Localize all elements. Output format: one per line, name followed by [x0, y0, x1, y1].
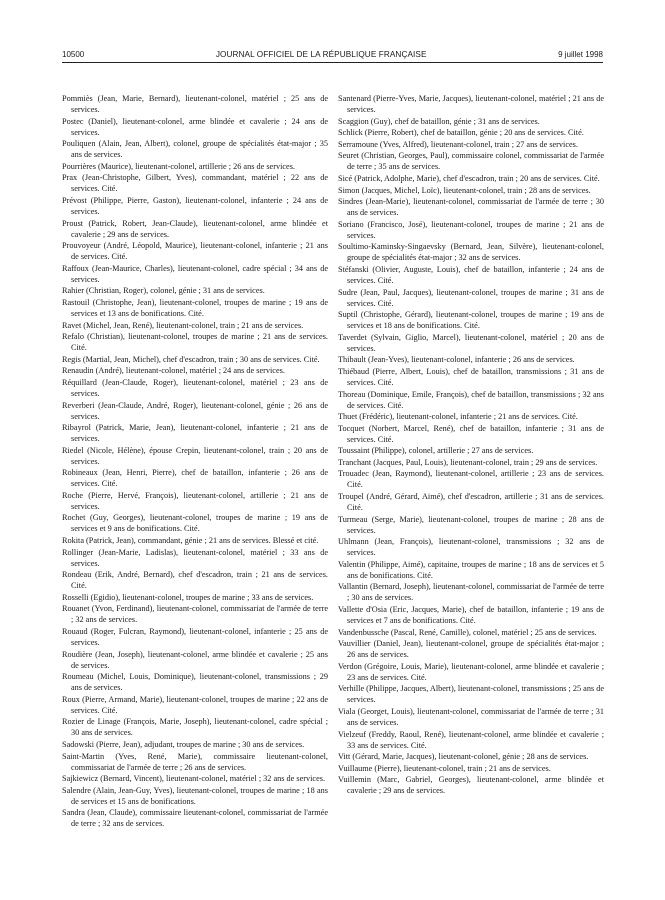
list-entry: Vallantin (Bernard, Joseph), lieutenant-colonel, commissariat de l'armée de terre ; 30 ans de services. [338, 582, 604, 603]
list-entry: Thiébaud (Pierre, Albert, Louis), chef de bataillon, transmissions ; 31 ans de services. Cité. [338, 366, 604, 387]
list-entry: Turmeau (Serge, Marie), lieutenant-colonel, troupes de marine ; 28 ans de services. [338, 514, 604, 535]
list-entry: Roche (Pierre, Hervé, François), lieutenant-colonel, artillerie ; 21 ans de services. [62, 490, 328, 511]
list-entry: Reverberi (Jean-Claude, André, Roger), lieutenant-colonel, génie ; 26 ans de services. [62, 400, 328, 421]
list-entry: Sicé (Patrick, Adolphe, Marie), chef d'escadron, train ; 20 ans de services. Cité. [338, 173, 600, 183]
left-column [62, 93, 328, 893]
list-entry: Scaggion (Guy), chef de bataillon, génie ; 31 ans de services. [338, 116, 540, 126]
publication-date: 9 juillet 1998 [558, 49, 603, 59]
list-entry: Riedel (Nicole, Hélène), épouse Crepin, lieutenant-colonel, train ; 20 ans de services. [62, 445, 328, 466]
list-entry: Santenard (Pierre-Yves, Marie, Jacques), lieutenant-colonel, matériel ; 21 ans de services. [338, 94, 604, 114]
list-entry: Sadowski (Pierre, Jean), adjudant, troupes de marine ; 30 ans de services. [62, 740, 305, 749]
list-entry: Troupel (André, Gérard, Aimé), chef d'escadron, artillerie ; 31 ans de services. Cité. [338, 492, 604, 513]
list-entry: Proust (Patrick, Robert, Jean-Claude), lieutenant-colonel, arme blindée et cavalerie ; 29 ans de services. [62, 218, 328, 239]
list-entry: Rahier (Christian, Roger), colonel, génie ; 31 ans de services. [62, 286, 265, 296]
list-entry: Seuret (Christian, Georges, Paul), commissaire colonel, commissariat de l'armée de terre ; 35 ans de services. [338, 151, 604, 172]
text-columns [62, 93, 604, 893]
list-entry: Réquillard (Jean-Claude, Roger), lieutenant-colonel, matériel ; 23 ans de services. [62, 377, 328, 398]
list-entry: Prévost (Philippe, Pierre, Gaston), lieutenant-colonel, infanterie ; 24 ans de services. [62, 195, 328, 216]
list-entry: Sudre (Jean, Paul, Jacques), lieutenant-colonel, troupes de marine ; 31 ans de services. Cité. [338, 287, 604, 308]
list-entry: Roumeau (Michel, Louis, Dominique), lieutenant-colonel, transmissions ; 29 ans de services. [62, 672, 328, 693]
list-entry: Soultimo-Kaminsky-Singaevsky (Bernard, Jean, Silvère), lieutenant-colonel, groupe de spécialités état-major ; 32 ans de services. [338, 242, 604, 263]
list-entry: Verhille (Philippe, Jacques, Albert), lieutenant-colonel, transmissions ; 25 ans de services. [338, 684, 605, 705]
list-entry: Simon (Jacques, Michel, Loïc), lieutenant-colonel, train ; 28 ans de services. [338, 185, 591, 195]
right-column [338, 93, 604, 893]
page-number: 10500 [62, 49, 85, 59]
list-entry: Prouvoyeur (André, Léopold, Maurice), lieutenant-colonel, infanterie ; 21 ans de services. Cité. [62, 241, 328, 262]
list-entry: Vallette d'Osia (Eric, Jacques, Marie), chef de bataillon, infanterie ; 19 ans de services et 7 ans de bonifications. Cité. [338, 605, 604, 626]
list-entry: Sandra (Jean, Claude), commissaire lieutenant-colonel, commissariat de l'armée de terre ; 32 ans de services. [62, 808, 328, 829]
list-entry: Thibault (Jean-Yves), lieutenant-colonel, infanterie ; 26 ans de services. [338, 355, 575, 365]
list-entry: Pourrières (Maurice), lieutenant-colonel, artillerie ; 26 ans de services. [62, 161, 295, 171]
page-header [62, 47, 603, 61]
list-entry: Rollinger (Jean-Marie, Ladislas), lieutenant-colonel, matériel ; 33 ans de services. [62, 547, 328, 568]
list-entry: Prax (Jean-Christophe, Gilbert, Yves), commandant, matériel ; 22 ans de services. Cité. [62, 173, 328, 194]
list-entry: Vitt (Gérard, Marie, Jacques), lieutenant-colonel, génie ; 28 ans de services. [338, 752, 589, 762]
list-entry: Thuet (Frédéric), lieutenant-colonel, infanterie ; 21 ans de services. Cité. [338, 412, 578, 422]
list-entry: Taverdet (Sylvain, Giglio, Marcel), lieutenant-colonel, matériel ; 20 ans de services. [338, 332, 604, 353]
list-entry: Toussaint (Philippe), colonel, artillerie ; 27 ans de services. [338, 446, 534, 456]
list-entry: Rochet (Guy, Georges), lieutenant-colonel, troupes de marine ; 19 ans de services et 9 ans de bonifications. Cité. [62, 513, 328, 534]
list-entry: Sajkiewicz (Bernard, Vincent), lieutenant-colonel, matériel ; 32 ans de services. [62, 774, 326, 784]
list-entry: Rastouil (Christophe, Jean), lieutenant-colonel, troupes de marine ; 19 ans de services et 13 ans de bonifications. Cité. [62, 297, 328, 318]
list-entry: Renaudin (André), lieutenant-colonel, matériel ; 24 ans de services. [62, 366, 285, 376]
list-entry: Sindres (Jean-Marie), lieutenant-colonel, commissariat de l'armée de terre ; 30 ans de services. [338, 197, 604, 218]
list-entry: Stéfanski (Olivier, Auguste, Louis), chef de bataillon, infanterie ; 24 ans de services. Cité. [338, 264, 604, 285]
list-entry: Rondeau (Erik, André, Bernard), chef d'escadron, train ; 21 ans de services. Cité. [62, 570, 328, 591]
list-entry: Pouliquen (Alain, Jean, Albert), colonel, groupe de spécialités état-major ; 35 ans de services. [62, 139, 328, 160]
list-entry: Refalo (Christian), lieutenant-colonel, troupes de marine ; 21 ans de services. Cité. [62, 332, 328, 353]
list-entry: Saint-Martin (Yves, René, Marie), commissaire lieutenant-colonel, commissariat de l'armée de terre ; 26 ans de services. [62, 751, 328, 772]
list-entry: Tranchant (Jacques, Paul, Louis), lieutenant-colonel, train ; 29 ans de services. [338, 457, 598, 467]
list-entry: Raffoux (Jean-Maurice, Charles), lieutenant-colonel, cadre spécial ; 34 ans de services. [62, 263, 328, 284]
list-entry: Roux (Pierre, Armand, Marie), lieutenant-colonel, troupes de marine ; 22 ans de services. Cité. [62, 694, 328, 715]
list-entry: Rozier de Linage (François, Marie, Joseph), lieutenant-colonel, cadre spécial ; 30 ans de services. [62, 717, 328, 738]
list-entry: Viala (Georget, Louis), lieutenant-colonel, commissariat de l'armée de terre ; 31 ans de services. [338, 707, 604, 727]
list-entry: Serramoune (Yves, Alfred), lieutenant-colonel, train ; 27 ans de services. [338, 139, 578, 149]
list-entry: Rouaud (Roger, Fulcran, Raymond), lieutenant-colonel, infanterie ; 25 ans de services. [62, 627, 328, 648]
list-entry: Thoreau (Dominique, Emile, François), chef de bataillon, transmissions ; 32 ans de services. Cité. [338, 389, 604, 410]
list-entry: Vielzeuf (Freddy, Raoul, René), lieutenant-colonel, arme blindée et cavalerie ; 33 ans de services. Cité. [338, 729, 604, 750]
list-entry: Rosselli (Egidio), lieutenant-colonel, troupes de marine ; 33 ans de services. [62, 592, 314, 602]
list-entry: Suptil (Christophe, Gérard), lieutenant-colonel, troupes de marine ; 19 ans de services et 18 ans de bonifications. Cité. [338, 310, 604, 331]
list-entry: Soriano (Francisco, José), lieutenant-colonel, troupes de marine ; 21 ans de services. [338, 219, 604, 240]
list-entry: Roudière (Jean, Joseph), lieutenant-colonel, arme blindée et cavalerie ; 25 ans de services. [62, 649, 328, 670]
list-entry: Uhlmann (Jean, François), lieutenant-colonel, transmissions ; 32 ans de services. [338, 537, 604, 558]
list-entry: Regis (Martial, Jean, Michel), chef d'escadron, train ; 30 ans de services. Cité. [62, 354, 320, 364]
list-entry: Schlick (Pierre, Robert), chef de bataillon, génie ; 20 ans de services. Cité. [338, 128, 584, 138]
list-entry: Verdon (Grégoire, Louis, Marie), lieutenant-colonel, arme blindée et cavalerie ; 23 ans de services. Cité. [338, 661, 604, 682]
list-entry: Vauvillier (Daniel, Jean), lieutenant-colonel, groupe de spécialités état-major ; 26 ans de services. [338, 639, 604, 660]
list-entry: Vuillemin (Marc, Gabriel, Georges), lieutenant-colonel, arme blindée et cavalerie ; 29 ans de services. [338, 775, 604, 796]
list-entry: Trouadec (Jean, Raymond), lieutenant-colonel, artillerie ; 23 ans de services. Cité. [338, 469, 604, 490]
header-rule [62, 62, 603, 63]
list-entry: Vuillaume (Pierre), lieutenant-colonel, train ; 21 ans de services. [338, 763, 551, 773]
list-entry: Salendre (Alain, Jean-Guy, Yves), lieutenant-colonel, troupes de marine ; 18 ans de services et 15 ans de bonifications. [62, 785, 328, 806]
journal-title: JOURNAL OFFICIEL DE LA RÉPUBLIQUE FRANÇAISE [215, 49, 427, 59]
list-entry: Postec (Daniel), lieutenant-colonel, arme blindée et cavalerie ; 24 ans de services. [62, 116, 328, 137]
list-entry: Rouanet (Yvon, Ferdinand), lieutenant-colonel, commissariat de l'armée de terre ; 32 ans de services. [62, 604, 328, 625]
list-entry: Ravet (Michel, Jean, René), lieutenant-colonel, train ; 21 ans de services. [62, 320, 304, 330]
list-entry: Vandenbussche (Pascal, René, Camille), colonel, matériel ; 25 ans de services. [338, 627, 597, 637]
list-entry: Tocquet (Norbert, Marcel, René), chef de bataillon, infanterie ; 31 ans de services. Cité. [338, 423, 604, 444]
list-entry: Rokita (Patrick, Jean), commandant, génie ; 21 ans de services. Blessé et cité. [62, 536, 319, 546]
list-entry: Robineaux (Jean, Henri, Pierre), chef de bataillon, infanterie ; 26 ans de services. Cité. [62, 468, 328, 489]
list-entry: Ribayrol (Patrick, Marie, Jean), lieutenant-colonel, infanterie ; 21 ans de services. [62, 423, 328, 444]
list-entry: Pommiès (Jean, Marie, Bernard), lieutenant-colonel, matériel ; 25 ans de services. [62, 94, 328, 114]
list-entry: Valentin (Philippe, Aimé), capitaine, troupes de marine ; 18 ans de services et 5 ans de bonifications. Cité. [338, 559, 604, 580]
